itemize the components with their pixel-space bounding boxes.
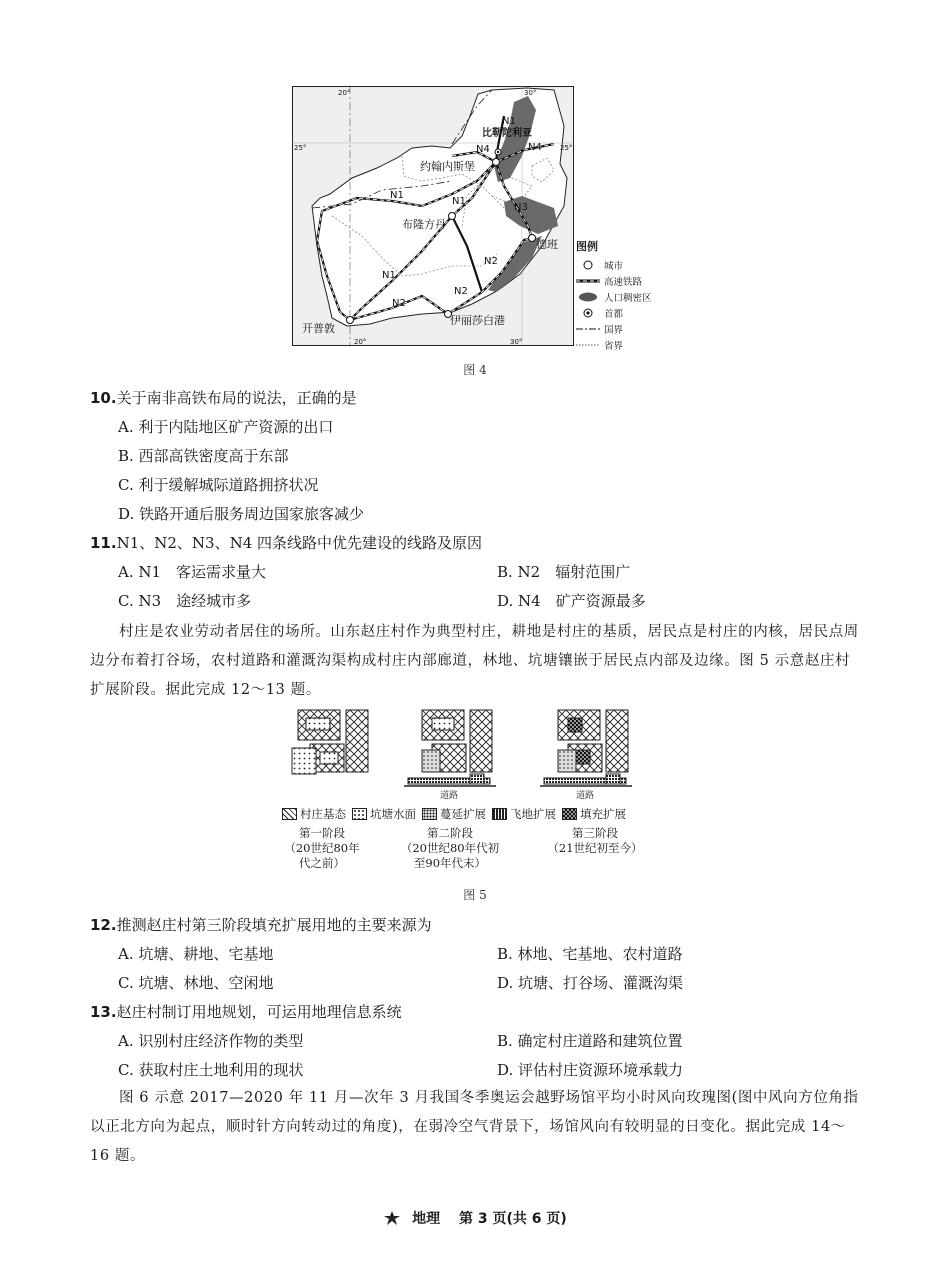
dense-area-symbol-icon	[578, 292, 598, 302]
lon20-bottom: 20°	[354, 338, 367, 346]
label-n1-b: N1	[390, 190, 404, 201]
pond-swatch-icon	[352, 808, 367, 820]
q12-option-b[interactable]: B. 林地、宅基地、农村道路	[497, 945, 683, 963]
legend-title: 图例	[576, 240, 598, 253]
legend-provincial-border: 省界	[604, 341, 624, 352]
figure4-map	[292, 86, 574, 346]
legend-national-border: 国界	[604, 325, 624, 336]
lon30-top: 30°	[524, 89, 537, 97]
q12-option-a[interactable]: A. 坑塘、耕地、宅基地	[118, 945, 274, 963]
city-symbol-icon	[582, 259, 594, 271]
legend-sprawl: 蔓延扩展	[440, 807, 486, 821]
stage2-label: 第二阶段 （20世纪80年代初至90年代末）	[400, 826, 500, 870]
figure5-road-label-stage3: 道路	[576, 791, 595, 801]
lat25-left: 25°	[294, 144, 307, 152]
q12-option-d[interactable]: D. 坑塘、打谷场、灌溉沟渠	[497, 974, 684, 992]
q10-option-d[interactable]: D. 铁路开通后服务周边国家旅客减少	[118, 505, 365, 523]
q13-option-b[interactable]: B. 确定村庄道路和建筑位置	[497, 1032, 683, 1050]
lon30-bottom: 30°	[510, 338, 523, 346]
stage1-diagram	[292, 710, 368, 774]
publisher-logo-icon	[383, 1210, 401, 1226]
stage2-diagram	[404, 710, 496, 786]
q11-option-a[interactable]: A. N1 客运需求量大	[118, 563, 267, 581]
legend-enclave: 飞地扩展	[510, 807, 556, 821]
legend-dense: 人口稠密区	[604, 293, 652, 304]
figure5-legend	[282, 806, 632, 822]
label-n1-c: N1	[452, 196, 466, 207]
label-n1-a: N1	[502, 116, 516, 127]
legend-city: 城市	[604, 261, 624, 272]
figure5-road-label-stage2: 道路	[440, 791, 459, 801]
label-n1-d: N1	[382, 270, 396, 281]
footer-page: 第 3 页(共 6 页)	[458, 1211, 567, 1227]
lon20-top: 20°	[338, 89, 351, 97]
q12-stem: 12.推测赵庄村第三阶段填充扩展用地的主要来源为	[90, 916, 432, 934]
city-bloemfontein	[449, 213, 456, 220]
passage-zhaozhuang: 村庄是农业劳动者居住的场所。山东赵庄村作为典型村庄，耕地是村庄的基质，居民点是村庄的内核，居民点周边分布着打谷场，农村道路和灌溉沟渠构成村庄内部廊道，林地、坑塘镶嵌于居民点内部及边缘。图 5 示意赵庄村扩展阶段。据此完成 12～13 题。	[90, 624, 859, 698]
label-bloemfontein: 布隆方丹	[402, 218, 446, 231]
label-johannesburg: 约翰内斯堡	[420, 160, 475, 173]
legend-base: 村庄基态	[300, 807, 346, 821]
legend-railway: 高速铁路	[604, 277, 643, 288]
q11-option-b[interactable]: B. N2 辐射范围广	[497, 563, 631, 581]
railway-symbol-icon	[576, 277, 600, 285]
infill-swatch-icon	[562, 808, 577, 820]
footer-subject: 地理	[412, 1211, 441, 1227]
label-pretoria: 比勒陀利亚	[482, 128, 532, 139]
q11-stem: 11.N1、N2、N3、N4 四条线路中优先建设的线路及原因	[90, 534, 483, 552]
label-capetown: 开普敦	[302, 322, 335, 335]
legend-capital: 首都	[604, 309, 624, 320]
page-footer	[0, 1208, 950, 1228]
label-n4-b: N4	[528, 142, 542, 153]
figure4-legend	[576, 238, 686, 353]
label-n2-c: N2	[484, 256, 498, 267]
q10-option-a[interactable]: A. 利于内陆地区矿产资源的出口	[118, 418, 334, 436]
q12-option-c[interactable]: C. 坑塘、林地、空闲地	[118, 974, 274, 992]
q10-option-b[interactable]: B. 西部高铁密度高于东部	[118, 447, 289, 465]
label-port-elizabeth: 伊丽莎白港	[450, 314, 505, 327]
label-durban: 德班	[536, 238, 558, 251]
q13-option-a[interactable]: A. 识别村庄经济作物的类型	[118, 1032, 304, 1050]
stage3-diagram	[540, 710, 632, 786]
city-johannesburg	[493, 159, 500, 166]
passage-wind-rose: 图 6 示意 2017—2020 年 11 月—次年 3 月我国冬季奥运会越野场馆平均小时风向玫瑰图(图中风向方位角指以正北方向为起点，顺时针方向转动过的角度)，在弱冷空气背景下，场馆风向有较明显的日变化。据此完成 14～16 题。	[90, 1090, 859, 1164]
q11-option-c[interactable]: C. N3 途经城市多	[118, 592, 252, 610]
provincial-border-symbol-icon	[576, 342, 600, 348]
base-swatch-icon	[282, 808, 297, 820]
capital-symbol-icon	[582, 307, 594, 319]
figure4-caption: 图 4	[463, 363, 487, 377]
q13-stem: 13.赵庄村制订用地规划，可运用地理信息系统	[90, 1003, 402, 1021]
label-n2-a: N2	[392, 298, 406, 309]
q13-option-d[interactable]: D. 评估村庄资源环境承载力	[497, 1061, 684, 1079]
legend-pond: 坑塘水面	[370, 807, 416, 821]
stage3-label: 第三阶段 （21世纪初至今）	[547, 826, 643, 855]
sprawl-swatch-icon	[422, 808, 437, 820]
stage1-label: 第一阶段 （20世纪80年代之前）	[284, 826, 360, 870]
label-n3: N3	[514, 202, 528, 213]
city-durban	[529, 235, 536, 242]
legend-infill: 填充扩展	[580, 807, 626, 821]
q10-option-c[interactable]: C. 利于缓解城际道路拥挤状况	[118, 476, 319, 494]
figure5-diagram	[282, 706, 682, 802]
capital-pretoria	[497, 151, 499, 153]
enclave-swatch-icon	[492, 808, 507, 820]
q11-option-d[interactable]: D. N4 矿产资源最多	[497, 592, 646, 610]
national-border-symbol-icon	[576, 326, 600, 332]
q13-option-c[interactable]: C. 获取村庄土地利用的现状	[118, 1061, 304, 1079]
label-n4-a: N4	[476, 144, 490, 155]
label-n2-b: N2	[454, 286, 468, 297]
lat25-right: 25°	[560, 144, 573, 152]
q10-stem: 10.关于南非高铁布局的说法，正确的是	[90, 389, 357, 407]
city-capetown	[347, 317, 354, 324]
figure5-caption: 图 5	[463, 888, 487, 902]
